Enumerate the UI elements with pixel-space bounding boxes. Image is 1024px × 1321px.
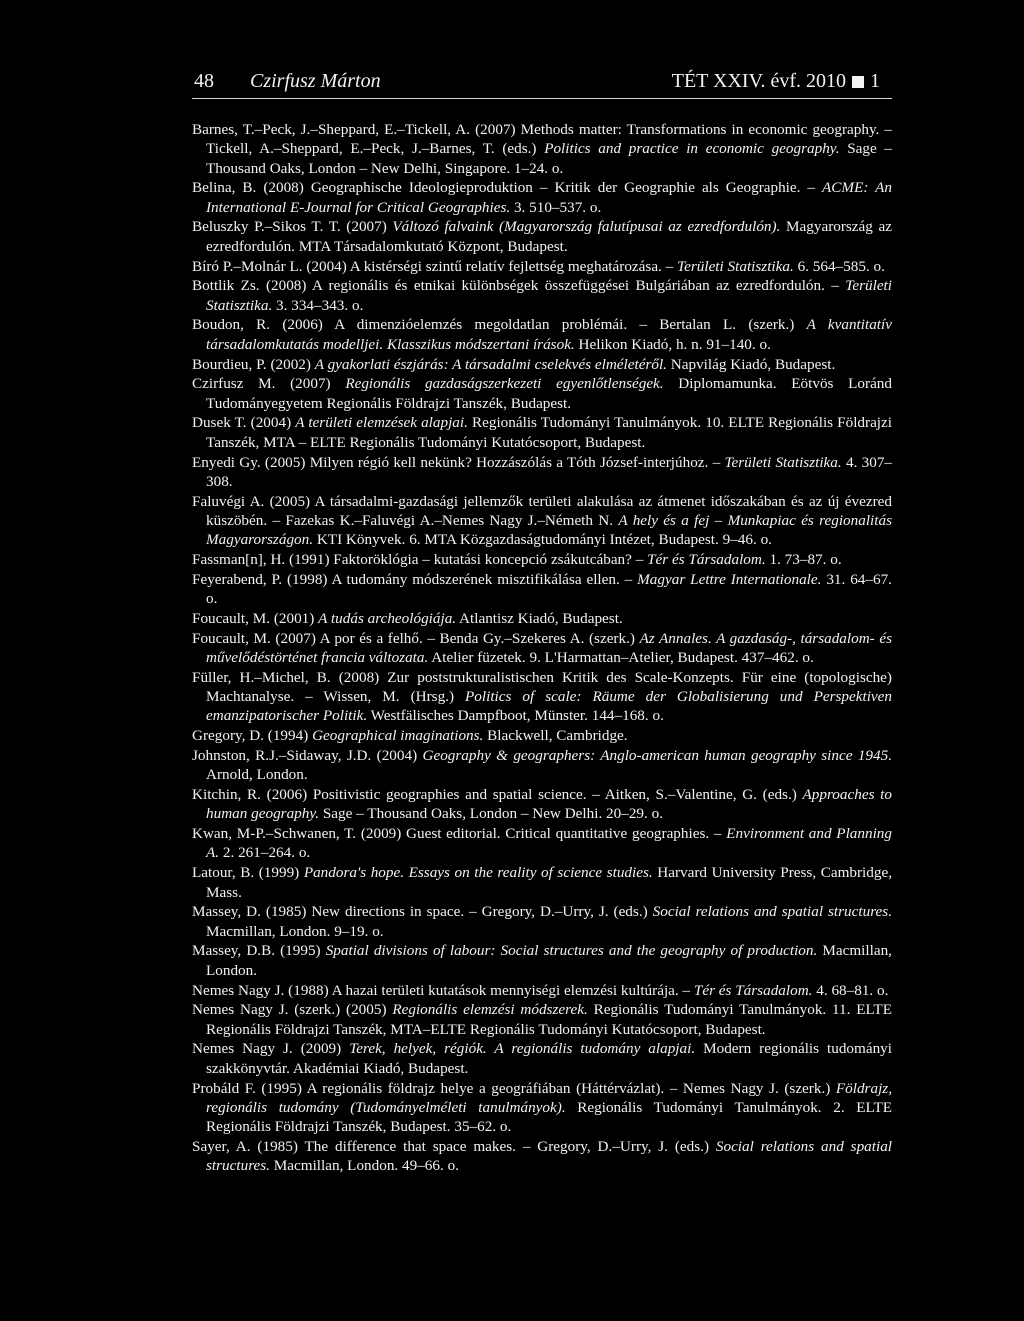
reference-source: 6. 564–585. o. bbox=[793, 257, 885, 275]
reference-title: Tér és Társadalom. bbox=[647, 551, 766, 569]
reference-text: Beluszky P.–Sikos T. T. (2007) bbox=[192, 218, 393, 236]
reference-entry bbox=[192, 453, 892, 492]
reference-title: Approaches to human geography. bbox=[206, 786, 892, 823]
reference-source: Sage – Thousand Oaks, London – New Delhi. 20–29. o. bbox=[319, 805, 663, 823]
reference-source: 2. 261–264. o. bbox=[219, 844, 311, 862]
reference-title: Regionális gazdaságszerkezeti egyenlőtlenségek. bbox=[345, 375, 664, 393]
reference-text: Fassman[n], H. (1991) Faktoröklógia – kutatási koncepció zsákutcában? – bbox=[192, 551, 648, 569]
reference-source: Westfälisches Dampfboot, Münster. 144–168. o. bbox=[367, 707, 664, 725]
reference-title: Az Annales. A gazdaság-, társadalom- és művelődéstörténet francia változata. bbox=[206, 629, 892, 667]
reference-title: Földrajz, regionális tudomány (Tudományelméleti tanulmányok). bbox=[206, 1079, 892, 1116]
reference-title: Spatial divisions of labour: Social structures and the geography of production. bbox=[325, 942, 818, 960]
reference-title: Environment and Planning A. bbox=[206, 825, 892, 862]
reference-text: Foucault, M. (2007) A por és a felhő. – Benda Gy.–Szekeres A. (szerk.) bbox=[192, 629, 640, 647]
reference-text: Bíró P.–Molnár L. (2004) A kistérségi szintű relatív fejlettség meghatározása. – bbox=[192, 257, 678, 275]
reference-entry bbox=[192, 668, 892, 726]
reference-source: Macmillan, London. bbox=[206, 942, 892, 979]
reference-text: Massey, D.B. (1995) bbox=[192, 942, 326, 960]
reference-source: Regionális Tudományi Tanulmányok. 2. ELTE Regionális Földrajzi Tanszék, Budapest. 35–62. o. bbox=[206, 1098, 892, 1136]
reference-text: Barnes, T.–Peck, J.–Sheppard, E.–Tickell, A. (2007) Methods matter: Transformations in economic geography. – Tickell, A.–Sheppard, E.–Peck, J.–Barnes, T. (eds.) bbox=[192, 121, 892, 158]
reference-text: Nemes Nagy J. (1988) A hazai területi kutatások mennyiségi elemzési kultúrája. – bbox=[192, 981, 694, 999]
reference-entry bbox=[192, 550, 892, 569]
reference-entry bbox=[192, 355, 892, 374]
reference-entry bbox=[192, 902, 892, 941]
reference-source: Harvard University Press, Cambridge, Mass. bbox=[206, 864, 892, 901]
reference-text: Faluvégi A. (2005) A társadalmi-gazdasági jellemzők területi alakulása az átmenet időszakában és az új évezred küszöbén. – Fazekas K.–Faluvégi A.–Nemes Nagy J.–Németh N. bbox=[192, 492, 892, 529]
reference-source: Modern regionális tudományi szakkönyvtár. Akadémiai Kiadó, Budapest. bbox=[206, 1040, 892, 1077]
reference-text: Boudon, R. (2006) A dimenzióelemzés megoldatlan problémái. – Bertalan L. (szerk.) bbox=[192, 316, 807, 334]
reference-entry bbox=[192, 1039, 892, 1078]
page-number: 48 bbox=[194, 70, 214, 92]
reference-title: A hely és a fej – Munkapiac és regionalitás Magyarországon. bbox=[206, 511, 893, 549]
reference-text: Nemes Nagy J. (szerk.) (2005) bbox=[192, 1001, 393, 1019]
reference-source: Atlantisz Kiadó, Budapest. bbox=[456, 609, 623, 627]
reference-text: Probáld F. (1995) A regionális földrajz helye a geográfiában (Háttérvázlat). – Nemes Nagy J. (szerk.) bbox=[192, 1079, 836, 1097]
reference-text: Feyerabend, P. (1998) A tudomány módszerének misztifikálása ellen. – bbox=[192, 570, 638, 588]
issue-number: 1 bbox=[870, 70, 880, 92]
reference-text: Gregory, D. (1994) bbox=[192, 727, 313, 745]
reference-title: Magyar Lettre Internationale. bbox=[637, 570, 822, 588]
reference-text: Sayer, A. (1985) The difference that space makes. – Gregory, D.–Urry, J. (eds.) bbox=[192, 1137, 716, 1155]
running-head bbox=[192, 66, 892, 99]
reference-entry bbox=[192, 315, 892, 354]
reference-entry bbox=[192, 824, 892, 863]
reference-title: Pandora's hope. Essays on the reality of science studies. bbox=[303, 864, 653, 882]
reference-entry bbox=[192, 570, 892, 609]
reference-source: 4. 307–308. bbox=[206, 453, 893, 490]
reference-source: Helikon Kiadó, h. n. 91–140. o. bbox=[574, 335, 771, 353]
reference-source: KTI Könyvek. 6. MTA Közgazdaságtudományi Intézet, Budapest. 9–46. o. bbox=[313, 531, 772, 549]
reference-source: 31. 64–67. o. bbox=[206, 570, 892, 608]
reference-entry bbox=[192, 726, 892, 745]
reference-title: Területi Statisztika. bbox=[206, 277, 892, 314]
reference-entry bbox=[192, 863, 892, 902]
reference-entry bbox=[192, 746, 892, 785]
reference-entry bbox=[192, 257, 892, 276]
reference-source: 3. 334–343. o. bbox=[272, 296, 364, 314]
reference-title: Social relations and spatial structures. bbox=[652, 903, 893, 921]
reference-entry bbox=[192, 629, 892, 668]
reference-entry bbox=[192, 178, 892, 217]
reference-text: Massey, D. (1985) New directions in space. – Gregory, D.–Urry, J. (eds.) bbox=[192, 903, 653, 921]
reference-source: Macmillan, London. 49–66. o. bbox=[269, 1157, 459, 1175]
reference-entry bbox=[192, 413, 892, 452]
reference-entry bbox=[192, 609, 892, 628]
reference-entry bbox=[192, 1000, 892, 1039]
reference-source: Magyarország az ezredfordulón. MTA Társadalomkutató Központ, Budapest. bbox=[206, 218, 892, 255]
reference-title: Social relations and spatial structures. bbox=[206, 1137, 893, 1175]
reference-text: Bottlik Zs. (2008) A regionális és etnikai különbségek összefüggései Bulgáriában az ezredfordulón. – bbox=[192, 277, 846, 295]
reference-source: Napvilág Kiadó, Budapest. bbox=[666, 355, 836, 373]
reference-title: Geographical imaginations. bbox=[312, 727, 484, 745]
reference-source: Sage – Thousand Oaks, London – New Delhi, Singapore. 1–24. o. bbox=[206, 140, 892, 177]
reference-entry bbox=[192, 492, 892, 550]
reference-title: A kvantitatív társadalomkutatás modelljei. Klasszikus módszertani írások. bbox=[206, 316, 892, 353]
reference-text: Nemes Nagy J. (2009) bbox=[192, 1040, 350, 1058]
reference-entry bbox=[192, 374, 892, 413]
reference-entry bbox=[192, 217, 892, 256]
running-head-author: Czirfusz Márton bbox=[250, 70, 381, 92]
reference-entry bbox=[192, 981, 892, 1000]
reference-source: Macmillan, London. 9–19. o. bbox=[206, 922, 384, 940]
reference-source: Atelier füzetek. 9. L'Harmattan–Atelier, Budapest. 437–462. o. bbox=[428, 649, 814, 667]
reference-text: Dusek T. (2004) bbox=[192, 414, 296, 432]
reference-source: Blackwell, Cambridge. bbox=[483, 727, 628, 745]
reference-list bbox=[192, 120, 892, 1176]
reference-entry bbox=[192, 120, 892, 178]
reference-text: Bourdieu, P. (2002) bbox=[192, 355, 315, 373]
reference-source: 4. 68–81. o. bbox=[812, 981, 889, 999]
reference-entry bbox=[192, 785, 892, 824]
reference-text: Latour, B. (1999) bbox=[192, 864, 304, 882]
reference-text: Enyedi Gy. (2005) Milyen régió kell nekünk? Hozzászólás a Tóth József-interjúhoz. – bbox=[192, 453, 725, 471]
reference-source: Diplomamunka. Eötvös Loránd Tudományegyetem Regionális Földrajzi Tanszék, Budapest. bbox=[206, 375, 892, 412]
reference-entry bbox=[192, 1079, 892, 1137]
reference-title: Változó falvaink (Magyarország falutípusai az ezredfordulón). bbox=[392, 218, 781, 236]
reference-title: A tudás archeológiája. bbox=[318, 609, 457, 627]
reference-title: Területi Statisztika. bbox=[724, 453, 842, 471]
reference-title: Politics and practice in economic geography. bbox=[544, 140, 840, 158]
reference-source: Regionális Tudományi Tanulmányok. 10. ELTE Regionális Földrajzi Tanszék, MTA – ELTE Regionális Tudományi Kutatócsoport, Budapest. bbox=[206, 414, 892, 451]
reference-text: Kwan, M-P.–Schwanen, T. (2009) Guest editorial. Critical quantitative geographies. – bbox=[192, 825, 727, 843]
reference-source: 1. 73–87. o. bbox=[765, 551, 842, 569]
reference-entry bbox=[192, 941, 892, 980]
reference-text: Füller, H.–Michel, B. (2008) Zur poststrukturalistischen Kritik des Scale-Konzepts. Für eine (topologische) Machtanalyse. – Wissen, M. (Hrsg.) bbox=[192, 668, 892, 706]
reference-title: Regionális elemzési módszerek. bbox=[392, 1001, 588, 1019]
reference-text: Czirfusz M. (2007) bbox=[192, 375, 346, 393]
reference-entry bbox=[192, 276, 892, 315]
reference-source: Arnold, London. bbox=[206, 766, 308, 784]
reference-title: Geography & geographers: Anglo-american human geography since 1945. bbox=[422, 747, 892, 764]
reference-text: Johnston, R.J.–Sidaway, J.D. (2004) bbox=[192, 747, 423, 764]
reference-source: 3. 510–537. o. bbox=[510, 198, 602, 216]
reference-title: Terek, helyek, régiók. A regionális tudomány alapjai. bbox=[349, 1040, 696, 1058]
reference-title: Politics of scale: Räume der Globalisierung und Perspektiven emanzipatorischer Politik. bbox=[206, 688, 892, 725]
reference-title: Tér és Társadalom. bbox=[693, 981, 813, 999]
square-bullet-icon bbox=[852, 76, 864, 88]
reference-text: Kitchin, R. (2006) Positivistic geographies and spatial science. – Aitken, S.–Valentine, G. (eds.) bbox=[192, 786, 803, 804]
journal-title: TÉT XXIV. évf. 2010 bbox=[671, 70, 846, 92]
reference-title: Területi Statisztika. bbox=[677, 257, 794, 275]
reference-text: Foucault, M. (2001) bbox=[192, 609, 319, 627]
reference-title: ACME: An International E-Journal for Critical Geographies. bbox=[206, 179, 892, 216]
reference-text: Belina, B. (2008) Geographische Ideologieproduktion – Kritik der Geographie als Geographie. – bbox=[192, 179, 823, 197]
reference-title: A területi elemzések alapjai. bbox=[295, 414, 468, 432]
reference-title: A gyakorlati észjárás: A társadalmi cselekvés elméletéről. bbox=[314, 355, 667, 373]
reference-source: Regionális Tudományi Tanulmányok. 11. ELTE Regionális Földrajzi Tanszék, MTA–ELTE Regionális Tudományi Kutatócsoport, Budapest. bbox=[206, 1001, 892, 1038]
reference-entry bbox=[192, 1137, 892, 1176]
running-head-journal bbox=[672, 66, 880, 96]
